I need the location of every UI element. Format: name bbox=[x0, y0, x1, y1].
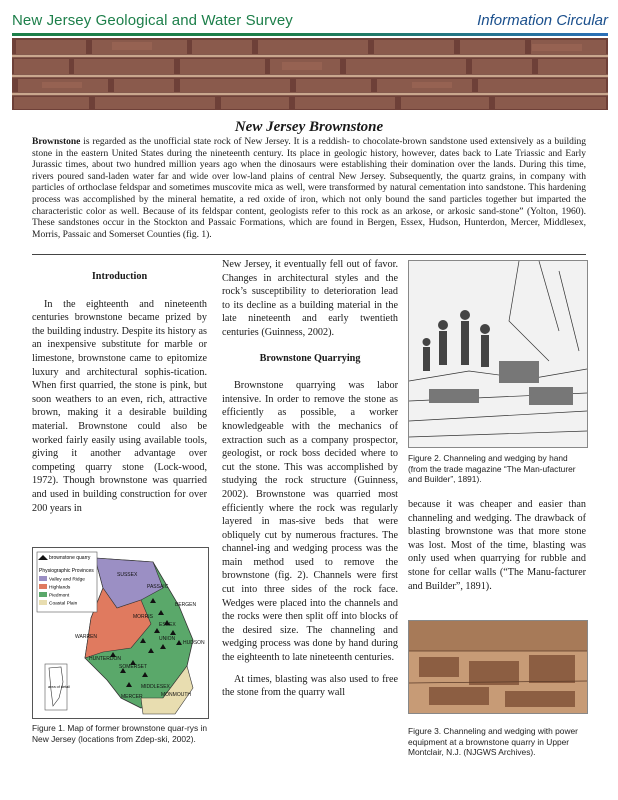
legend-swatch-coastal bbox=[39, 600, 47, 605]
column-3 bbox=[408, 498, 586, 601]
county-morris: MORRIS bbox=[133, 614, 153, 620]
section-rule bbox=[32, 254, 586, 255]
county-middlesex: MIDDLESEX bbox=[141, 684, 170, 690]
county-hudson: HUDSON bbox=[183, 640, 205, 646]
publication-type: Information Circular bbox=[477, 12, 608, 29]
county-somerset: SOMERSET bbox=[119, 664, 148, 670]
introduction-paragraph: In the eighteenth and nineteenth centuries brownstone became prized by the building industry. Despite its history as an inexpensive substitute for marble or limestone, brownstone came to epitomize luxury and architectural sophis-tication. When first quarried, the stone is pink, but soon weathers to an even, rich, attractive brown, making it a desirable building material. Brownstone could also be worked fairly easily using available tools, giving it another advantage over competing quarry stone (Lock-wood, 1972). Though brownstone was quarried and used in building construction for over 200 years in bbox=[32, 298, 207, 514]
legend-title: Physiographic Provinces bbox=[39, 568, 94, 574]
column-2-continuation: New Jersey, it eventually fell out of favor. Changes in architectural styles and the rock’s susceptibility to deterioration lead to its decline as a building material in the late nineteenth and early twentieth centuries (Guinness, 2002). bbox=[222, 259, 398, 338]
county-sussex: SUSSEX bbox=[117, 572, 138, 578]
legend-item-piedmont: Piedmont bbox=[49, 593, 70, 599]
intro-lead-term: Brownstone bbox=[32, 137, 81, 147]
legend-item-valley: Valley and Ridge bbox=[49, 577, 85, 583]
figure-1-map bbox=[32, 547, 209, 719]
county-hunterdon: HUNTERDON bbox=[89, 656, 121, 662]
figure-2-caption: Figure 2. Channeling and wedging by hand (from the trade magazine “The Man-ufacturer and Builder”, 1891). bbox=[408, 453, 576, 485]
column-3-paragraph: because it was cheaper and easier than channeling and wedging. The drawback of blasting brownstone was that more stone was lost. Most of the time, blasting was only used when quarrying for rubble and stone for cellar walls (“The Manu-facturer and Builder”, 1891). bbox=[408, 499, 586, 592]
legend-swatch-piedmont bbox=[39, 592, 47, 597]
county-monmouth: MONMOUTH bbox=[161, 692, 191, 698]
county-warren: WARREN bbox=[75, 634, 98, 640]
page-title: New Jersey Brownstone bbox=[234, 119, 384, 135]
figure-3-caption: Figure 3. Channeling and wedging with power equipment at a brownstone quarry in Upper Montclair, N.J. (NJGWS Archives). bbox=[408, 726, 578, 758]
brownstone-wall-banner bbox=[12, 38, 608, 110]
column-1 bbox=[32, 270, 207, 523]
county-essex: ESSEX bbox=[159, 622, 176, 628]
intro-body: is regarded as the unofficial state rock of New Jersey. It is a reddish- to chocolate-brown sandstone used extensively as a building stone in the eastern United States during the nineteenth century. Its place in geologic history, however, dates back to Late Triassic and Early Jurassic times, about two hundred million years ago when the dinosaurs were establishing their domination over the lands. During this time, rivers poured sand-laden water far and wide over low-land plains of central New Jersey. Subsequently, the quartz grains, in company with particles of orthoclase feldspar and sometimes muscovite mica as well, were transformed by natural cementation into sandstone. This hardening process was accomplished by the mineral hematite, a red oxide of iron, which not only bound the sand particles together but imparted the characteristic color as well. Because of its feldspar content, geologists refer to this rock as an arkose, or arkosic sand-stone” (Yolton, 1960). These sandstones occur in the Stockton and Passaic Formations, which are found in Bergen, Essex, Hudson, Hunterdon, Mercer, Middlesex, Morris, Passaic and Somerset Counties (fig. 1). bbox=[32, 137, 586, 240]
survey-name: New Jersey Geological and Water Survey bbox=[12, 12, 293, 29]
county-passaic: PASSAIC bbox=[147, 584, 169, 590]
county-union: UNION bbox=[159, 636, 176, 642]
quarrying-heading: Brownstone Quarrying bbox=[259, 352, 361, 364]
legend-swatch-valley bbox=[39, 576, 47, 581]
inset-label: area of detail bbox=[48, 685, 70, 689]
legend-item-highlands: Highlands bbox=[49, 585, 71, 591]
introduction-heading: Introduction bbox=[91, 271, 148, 282]
header-rule bbox=[12, 33, 608, 36]
county-bergen: BERGEN bbox=[175, 602, 197, 608]
intro-paragraph bbox=[32, 137, 586, 241]
legend-swatch-highlands bbox=[39, 584, 47, 589]
figure-2-engraving bbox=[408, 260, 588, 448]
figure-3-photo bbox=[408, 620, 588, 714]
legend-item-coastal: Coastal Plain bbox=[49, 601, 78, 607]
legend-quarry-label: brownstone quarry bbox=[49, 555, 91, 561]
quarrying-paragraph-2: At times, blasting was also used to free the stone from the quarry wall bbox=[222, 673, 398, 699]
county-mercer: MERCER bbox=[121, 694, 143, 700]
column-2 bbox=[222, 258, 398, 708]
figure-1-caption: Figure 1. Map of former brownstone quar-rys in New Jersey (locations from Zdep-ski, 2002). bbox=[32, 723, 208, 744]
quarrying-paragraph-1: Brownstone quarrying was labor intensive. In order to remove the stone as efficiently as possible, a worker knowledgeable with the mechanics of extraction such as a company prospector, geologist, or rock boss decided where to cut the stone. This was accomplished by studying the rock structure (Guinness, 2002). Brownstone was quarried most efficiently where the rock was regularly layered in mas-sive beds that were obliquely cut by numerous fractures. The channel-ing and wedging process was the main method used to remove the brownstone (fig. 2). Channels were first cut into three sides of the rock face. Wedges were placed into the channels and the rocks were then split off into blocks of the desired size. The channeling and wedging process was done by hand during the eighteenth to late nineteenth centuries. bbox=[222, 380, 398, 664]
